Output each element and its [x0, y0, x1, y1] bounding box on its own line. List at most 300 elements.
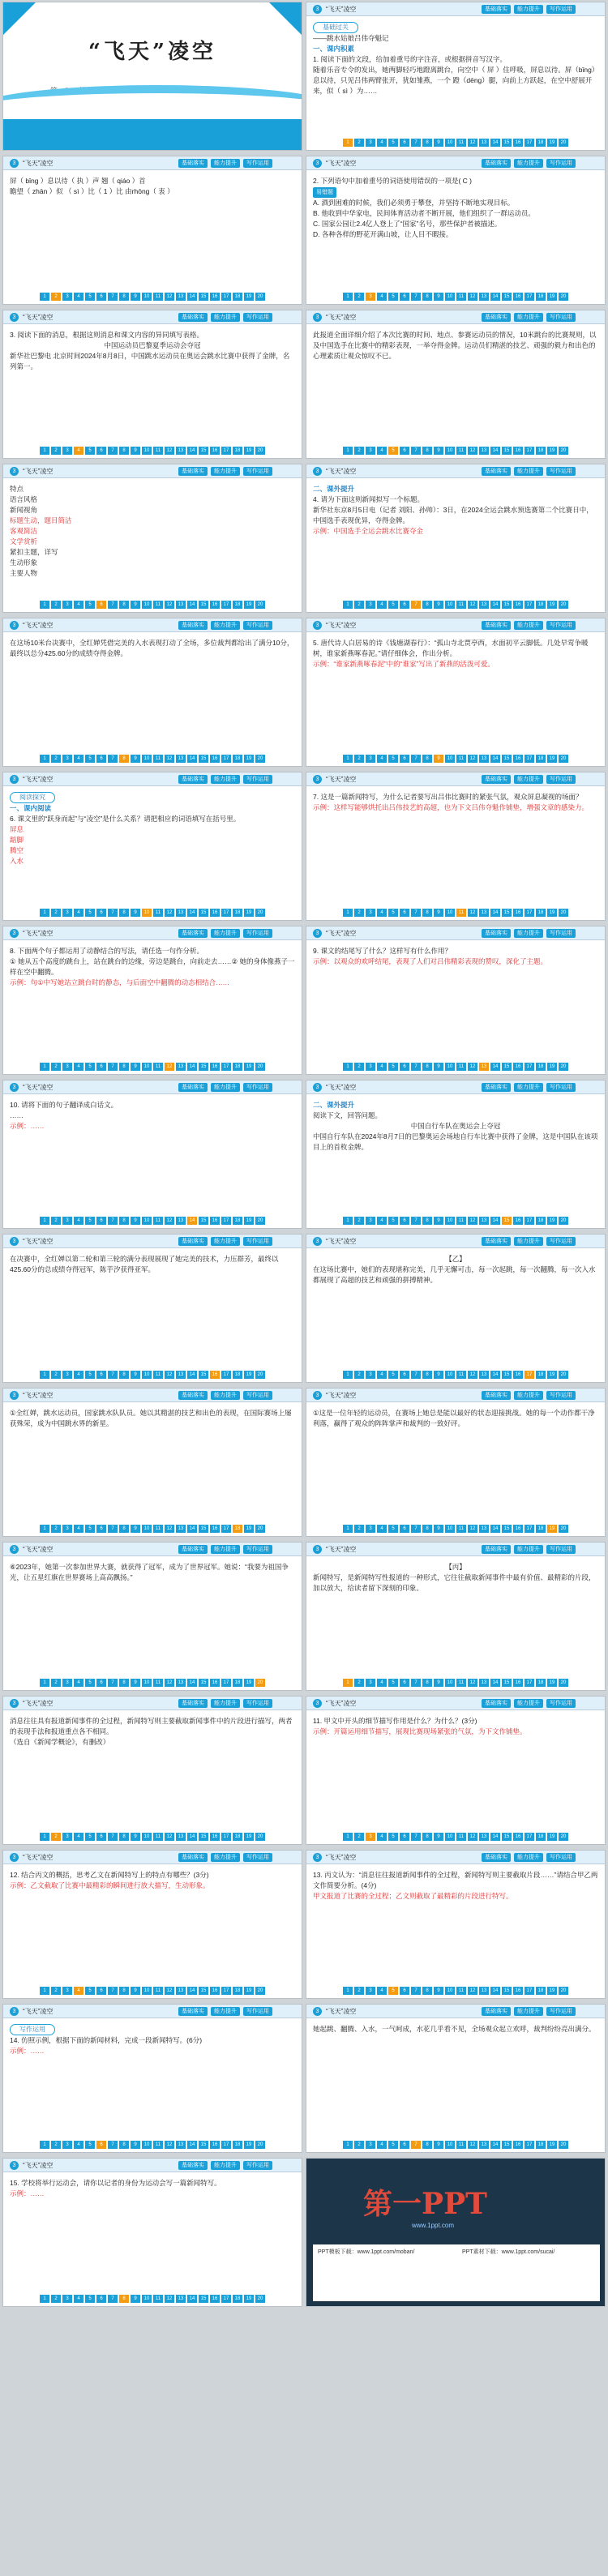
page-nav-button[interactable]: 18 — [233, 755, 242, 763]
page-nav-button[interactable]: 15 — [502, 139, 512, 147]
page-nav-button[interactable]: 9 — [131, 1833, 140, 1841]
page-nav-button[interactable]: 8 — [422, 1371, 432, 1379]
page-nav-button[interactable]: 13 — [176, 909, 186, 917]
improve-button[interactable]: 能力提升 — [514, 467, 543, 476]
slide-title[interactable] — [2, 2, 302, 151]
page-nav-button[interactable]: 19 — [244, 1987, 254, 1995]
page-nav-button[interactable]: 11 — [153, 1217, 163, 1225]
page-nav-button[interactable]: 17 — [525, 1217, 534, 1225]
page-nav-button[interactable]: 10 — [445, 601, 455, 609]
page-nav-button[interactable]: 1 — [40, 1833, 49, 1841]
page-nav-button[interactable]: 1 — [40, 1371, 49, 1379]
page-nav-button[interactable]: 2 — [51, 447, 61, 455]
page-nav-button[interactable]: 14 — [187, 1833, 197, 1841]
page-nav-button[interactable]: 16 — [513, 1833, 523, 1841]
page-nav-button[interactable]: 17 — [221, 1063, 231, 1071]
page-nav-button[interactable]: 15 — [502, 1063, 512, 1071]
page-nav-button[interactable]: 13 — [176, 293, 186, 301]
page-nav-button[interactable]: 4 — [377, 1217, 387, 1225]
page-nav-button[interactable]: 16 — [513, 1525, 523, 1533]
page-nav-button[interactable]: 16 — [210, 293, 220, 301]
slide-s4[interactable] — [306, 156, 606, 305]
page-nav-button[interactable]: 4 — [377, 601, 387, 609]
page-nav-button[interactable]: 14 — [187, 2141, 197, 2149]
page-nav-button[interactable]: 7 — [411, 1063, 421, 1071]
page-nav-button[interactable]: 12 — [468, 601, 477, 609]
page-nav-button[interactable]: 5 — [85, 1833, 95, 1841]
page-nav-button[interactable]: 16 — [513, 1371, 523, 1379]
page-nav-button[interactable]: 1 — [40, 755, 49, 763]
page-nav-button[interactable]: 4 — [377, 755, 387, 763]
page-nav-button[interactable]: 19 — [244, 1371, 254, 1379]
page-nav-button[interactable]: 10 — [445, 755, 455, 763]
slide-s13[interactable] — [2, 926, 302, 1075]
page-nav-button[interactable]: 2 — [51, 909, 61, 917]
page-nav-button[interactable]: 5 — [85, 2295, 95, 2303]
page-nav-button[interactable]: 16 — [210, 755, 220, 763]
page-nav-button[interactable]: 4 — [377, 909, 387, 917]
page-nav-button[interactable]: 14 — [490, 293, 500, 301]
page-nav-button[interactable]: 11 — [153, 2141, 163, 2149]
page-nav-button[interactable]: 1 — [343, 293, 353, 301]
page-nav-button[interactable]: 10 — [142, 1371, 152, 1379]
basics-button[interactable]: 基础落实 — [178, 2007, 208, 2016]
slide-s22[interactable] — [306, 1542, 606, 1691]
basics-button[interactable]: 基础落实 — [178, 1391, 208, 1400]
writing-button[interactable]: 写作运用 — [243, 2007, 272, 2016]
page-nav-button[interactable]: 14 — [187, 909, 197, 917]
page-nav-button[interactable]: 8 — [119, 1525, 129, 1533]
page-nav-button[interactable]: 20 — [255, 1217, 265, 1225]
page-nav-button[interactable]: 17 — [221, 1987, 231, 1995]
page-nav-button[interactable]: 13 — [479, 909, 489, 917]
basics-button[interactable]: 基础落实 — [178, 159, 208, 168]
page-nav-button[interactable]: 6 — [96, 293, 106, 301]
page-nav-button[interactable]: 17 — [525, 1833, 534, 1841]
page-nav-button[interactable]: 20 — [255, 755, 265, 763]
basics-button[interactable]: 基础落实 — [482, 1699, 511, 1708]
page-nav-button[interactable]: 3 — [366, 1217, 375, 1225]
page-nav-button[interactable]: 9 — [434, 601, 443, 609]
page-nav-button[interactable]: 18 — [536, 909, 546, 917]
page-nav-button[interactable]: 5 — [85, 1525, 95, 1533]
page-nav-button[interactable]: 13 — [176, 1679, 186, 1687]
page-nav-button[interactable]: 15 — [199, 1833, 208, 1841]
page-nav-button[interactable]: 8 — [119, 755, 129, 763]
page-nav-button[interactable]: 8 — [422, 1679, 432, 1687]
page-nav-button[interactable]: 4 — [74, 1987, 83, 1995]
page-nav-button[interactable]: 19 — [547, 1525, 557, 1533]
basics-button[interactable]: 基础落实 — [178, 1853, 208, 1862]
page-nav-button[interactable]: 9 — [434, 1833, 443, 1841]
page-nav-button[interactable]: 19 — [244, 755, 254, 763]
page-nav-button[interactable]: 10 — [142, 1063, 152, 1071]
page-nav-button[interactable]: 11 — [153, 2295, 163, 2303]
page-nav-button[interactable]: 12 — [165, 1217, 174, 1225]
page-nav-button[interactable]: 9 — [131, 1063, 140, 1071]
page-nav-button[interactable]: 17 — [221, 755, 231, 763]
page-nav-button[interactable]: 2 — [51, 601, 61, 609]
page-nav-button[interactable]: 9 — [434, 909, 443, 917]
page-nav-button[interactable]: 14 — [490, 447, 500, 455]
page-nav-button[interactable]: 5 — [388, 2141, 398, 2149]
page-nav-button[interactable]: 8 — [119, 601, 129, 609]
improve-button[interactable]: 能力提升 — [211, 467, 240, 476]
page-nav-button[interactable]: 16 — [210, 601, 220, 609]
page-nav-button[interactable]: 15 — [199, 755, 208, 763]
page-nav-button[interactable]: 1 — [343, 1987, 353, 1995]
page-nav-button[interactable]: 14 — [490, 1371, 500, 1379]
page-nav-button[interactable]: 10 — [445, 1679, 455, 1687]
page-nav-button[interactable]: 18 — [536, 293, 546, 301]
page-nav-button[interactable]: 10 — [142, 2295, 152, 2303]
improve-button[interactable]: 能力提升 — [514, 1699, 543, 1708]
page-nav-button[interactable]: 20 — [559, 293, 568, 301]
page-nav-button[interactable]: 11 — [153, 601, 163, 609]
page-nav-button[interactable]: 8 — [119, 447, 129, 455]
page-nav-button[interactable]: 13 — [479, 2141, 489, 2149]
writing-button[interactable]: 写作运用 — [546, 1545, 576, 1554]
page-nav-button[interactable]: 20 — [255, 601, 265, 609]
page-nav-button[interactable]: 9 — [131, 1987, 140, 1995]
page-nav-button[interactable]: 1 — [343, 139, 353, 147]
page-nav-button[interactable]: 3 — [366, 1525, 375, 1533]
page-nav-button[interactable]: 7 — [411, 1987, 421, 1995]
page-nav-button[interactable]: 17 — [221, 2295, 231, 2303]
download-link-template[interactable]: PPT模板下载：www.1ppt.com/moban/ — [318, 2249, 415, 2255]
slide-s18[interactable] — [306, 1234, 606, 1383]
page-nav-button[interactable]: 19 — [547, 909, 557, 917]
page-nav-button[interactable]: 10 — [142, 1679, 152, 1687]
page-nav-button[interactable]: 7 — [108, 1679, 118, 1687]
page-nav-button[interactable]: 17 — [221, 293, 231, 301]
page-nav-button[interactable]: 15 — [502, 1679, 512, 1687]
page-nav-button[interactable]: 20 — [559, 1987, 568, 1995]
writing-button[interactable]: 写作运用 — [546, 313, 576, 322]
basics-button[interactable]: 基础落实 — [482, 621, 511, 630]
page-nav-button[interactable]: 9 — [434, 755, 443, 763]
page-nav-button[interactable]: 4 — [377, 2141, 387, 2149]
page-nav-button[interactable]: 15 — [502, 755, 512, 763]
page-nav-button[interactable]: 2 — [354, 1525, 364, 1533]
basics-button[interactable]: 基础落实 — [482, 1853, 511, 1862]
page-nav-button[interactable]: 4 — [74, 447, 83, 455]
slide-s20[interactable] — [306, 1388, 606, 1537]
page-nav-button[interactable]: 8 — [119, 1679, 129, 1687]
page-nav-button[interactable]: 19 — [547, 2141, 557, 2149]
improve-button[interactable]: 能力提升 — [211, 621, 240, 630]
brand-site[interactable]: www.1ppt.com — [412, 2222, 455, 2229]
page-nav-button[interactable]: 17 — [525, 601, 534, 609]
page-nav-button[interactable]: 3 — [366, 2141, 375, 2149]
page-nav-button[interactable]: 2 — [51, 2295, 61, 2303]
improve-button[interactable]: 能力提升 — [514, 1083, 543, 1092]
page-nav-button[interactable]: 3 — [62, 1679, 72, 1687]
page-nav-button[interactable]: 15 — [199, 1063, 208, 1071]
page-nav-button[interactable]: 6 — [96, 1987, 106, 1995]
page-nav-button[interactable]: 7 — [411, 909, 421, 917]
page-nav-button[interactable]: 14 — [490, 1217, 500, 1225]
page-nav-button[interactable]: 4 — [74, 755, 83, 763]
improve-button[interactable]: 能力提升 — [211, 929, 240, 938]
basics-button[interactable]: 基础落实 — [178, 775, 208, 784]
page-nav-button[interactable]: 5 — [85, 1987, 95, 1995]
page-nav-button[interactable]: 13 — [479, 293, 489, 301]
page-nav-button[interactable]: 5 — [388, 1371, 398, 1379]
page-nav-button[interactable]: 6 — [400, 909, 409, 917]
page-nav-button[interactable]: 16 — [513, 1217, 523, 1225]
page-nav-button[interactable]: 9 — [131, 2141, 140, 2149]
page-nav-button[interactable]: 9 — [434, 293, 443, 301]
page-nav-button[interactable]: 8 — [422, 601, 432, 609]
improve-button[interactable]: 能力提升 — [211, 2007, 240, 2016]
page-nav-button[interactable]: 10 — [142, 909, 152, 917]
page-nav-button[interactable]: 11 — [456, 2141, 466, 2149]
improve-button[interactable]: 能力提升 — [211, 1391, 240, 1400]
page-nav-button[interactable]: 9 — [131, 2295, 140, 2303]
page-nav-button[interactable]: 9 — [131, 909, 140, 917]
page-nav-button[interactable]: 20 — [559, 139, 568, 147]
page-nav-button[interactable]: 10 — [142, 1833, 152, 1841]
slide-s8[interactable] — [306, 464, 606, 613]
page-nav-button[interactable]: 12 — [165, 1063, 174, 1071]
page-nav-button[interactable]: 1 — [40, 2295, 49, 2303]
slide-s24[interactable] — [306, 1696, 606, 1845]
page-nav-button[interactable]: 16 — [513, 601, 523, 609]
page-nav-button[interactable]: 11 — [456, 293, 466, 301]
page-nav-button[interactable]: 5 — [388, 293, 398, 301]
page-nav-button[interactable]: 12 — [165, 1833, 174, 1841]
page-nav-button[interactable]: 1 — [343, 1217, 353, 1225]
page-nav-button[interactable]: 20 — [559, 1833, 568, 1841]
page-nav-button[interactable]: 19 — [244, 447, 254, 455]
page-nav-button[interactable]: 4 — [74, 293, 83, 301]
page-nav-button[interactable]: 16 — [513, 447, 523, 455]
page-nav-button[interactable]: 20 — [559, 601, 568, 609]
slide-s29[interactable] — [2, 2158, 302, 2307]
page-nav-button[interactable]: 9 — [434, 1987, 443, 1995]
page-nav-button[interactable]: 2 — [51, 1525, 61, 1533]
page-nav-button[interactable]: 4 — [74, 2141, 83, 2149]
page-nav-button[interactable]: 12 — [165, 447, 174, 455]
page-nav-button[interactable]: 7 — [108, 1987, 118, 1995]
page-nav-button[interactable]: 13 — [479, 1217, 489, 1225]
page-nav-button[interactable]: 8 — [422, 1833, 432, 1841]
page-nav-button[interactable]: 10 — [445, 1987, 455, 1995]
page-nav-button[interactable]: 9 — [131, 755, 140, 763]
slide-s25[interactable] — [2, 1850, 302, 1999]
page-nav-button[interactable]: 10 — [445, 1833, 455, 1841]
page-nav-button[interactable]: 6 — [400, 755, 409, 763]
page-nav-button[interactable]: 17 — [525, 755, 534, 763]
page-nav-button[interactable]: 11 — [153, 293, 163, 301]
page-nav-button[interactable]: 3 — [62, 601, 72, 609]
page-nav-button[interactable]: 12 — [468, 1217, 477, 1225]
page-nav-button[interactable]: 12 — [165, 2141, 174, 2149]
page-nav-button[interactable]: 13 — [479, 1371, 489, 1379]
page-nav-button[interactable]: 19 — [244, 1679, 254, 1687]
page-nav-button[interactable]: 8 — [119, 909, 129, 917]
page-nav-button[interactable]: 16 — [210, 2295, 220, 2303]
page-nav-button[interactable]: 5 — [388, 909, 398, 917]
page-nav-button[interactable]: 13 — [176, 447, 186, 455]
slide-s26[interactable] — [306, 1850, 606, 1999]
page-nav-button[interactable]: 6 — [400, 1371, 409, 1379]
page-nav-button[interactable]: 16 — [210, 1371, 220, 1379]
basics-button[interactable]: 基础落实 — [178, 929, 208, 938]
page-nav-button[interactable]: 7 — [108, 1063, 118, 1071]
page-nav-button[interactable]: 14 — [490, 1063, 500, 1071]
page-nav-button[interactable]: 8 — [119, 1217, 129, 1225]
page-nav-button[interactable]: 9 — [131, 1371, 140, 1379]
page-nav-button[interactable]: 3 — [366, 909, 375, 917]
page-nav-button[interactable]: 7 — [108, 447, 118, 455]
page-nav-button[interactable]: 6 — [96, 601, 106, 609]
page-nav-button[interactable]: 10 — [445, 293, 455, 301]
page-nav-button[interactable]: 20 — [255, 1371, 265, 1379]
page-nav-button[interactable]: 19 — [244, 293, 254, 301]
page-nav-button[interactable]: 14 — [187, 2295, 197, 2303]
page-nav-button[interactable]: 11 — [456, 1063, 466, 1071]
page-nav-button[interactable]: 14 — [187, 1679, 197, 1687]
writing-button[interactable]: 写作运用 — [243, 1699, 272, 1708]
page-nav-button[interactable]: 4 — [74, 1371, 83, 1379]
page-nav-button[interactable]: 12 — [468, 1371, 477, 1379]
basics-button[interactable]: 基础落实 — [482, 1391, 511, 1400]
page-nav-button[interactable]: 18 — [536, 1371, 546, 1379]
page-nav-button[interactable]: 2 — [51, 755, 61, 763]
basics-button[interactable]: 基础落实 — [482, 467, 511, 476]
page-nav-button[interactable]: 15 — [502, 447, 512, 455]
page-nav-button[interactable]: 9 — [434, 139, 443, 147]
page-nav-button[interactable]: 7 — [411, 447, 421, 455]
page-nav-button[interactable]: 7 — [108, 1371, 118, 1379]
page-nav-button[interactable]: 20 — [255, 1525, 265, 1533]
page-nav-button[interactable]: 6 — [96, 1217, 106, 1225]
page-nav-button[interactable]: 19 — [244, 1063, 254, 1071]
page-nav-button[interactable]: 11 — [456, 1833, 466, 1841]
page-nav-button[interactable]: 15 — [199, 1679, 208, 1687]
slide-end[interactable] — [306, 2158, 606, 2307]
page-nav-button[interactable]: 11 — [456, 909, 466, 917]
page-nav-button[interactable]: 17 — [525, 1063, 534, 1071]
basics-button[interactable]: 基础落实 — [482, 775, 511, 784]
page-nav-button[interactable]: 11 — [153, 1987, 163, 1995]
improve-button[interactable]: 能力提升 — [514, 621, 543, 630]
page-nav-button[interactable]: 2 — [51, 1679, 61, 1687]
page-nav-button[interactable]: 11 — [153, 447, 163, 455]
page-nav-button[interactable]: 1 — [343, 1371, 353, 1379]
page-nav-button[interactable]: 10 — [445, 1371, 455, 1379]
page-nav-button[interactable]: 5 — [85, 909, 95, 917]
page-nav-button[interactable]: 14 — [490, 601, 500, 609]
page-nav-button[interactable]: 17 — [221, 1679, 231, 1687]
improve-button[interactable]: 能力提升 — [211, 2161, 240, 2170]
page-nav-button[interactable]: 14 — [490, 909, 500, 917]
page-nav-button[interactable]: 13 — [479, 1679, 489, 1687]
page-nav-button[interactable]: 19 — [244, 601, 254, 609]
page-nav-button[interactable]: 19 — [244, 1833, 254, 1841]
page-nav-button[interactable]: 15 — [502, 1833, 512, 1841]
page-nav-button[interactable]: 13 — [176, 1525, 186, 1533]
page-nav-button[interactable]: 12 — [468, 2141, 477, 2149]
page-nav-button[interactable]: 14 — [187, 447, 197, 455]
page-nav-button[interactable]: 13 — [176, 2295, 186, 2303]
page-nav-button[interactable]: 14 — [187, 755, 197, 763]
page-nav-button[interactable]: 17 — [525, 1371, 534, 1379]
writing-button[interactable]: 写作运用 — [243, 2161, 272, 2170]
page-nav-button[interactable]: 16 — [513, 293, 523, 301]
page-nav-button[interactable]: 3 — [366, 447, 375, 455]
page-nav-button[interactable]: 1 — [40, 909, 49, 917]
page-nav-button[interactable]: 9 — [131, 1217, 140, 1225]
page-nav-button[interactable]: 13 — [176, 601, 186, 609]
page-nav-button[interactable]: 3 — [62, 1371, 72, 1379]
page-nav-button[interactable]: 19 — [547, 755, 557, 763]
page-nav-button[interactable]: 6 — [96, 909, 106, 917]
page-nav-button[interactable]: 20 — [559, 2141, 568, 2149]
page-nav-button[interactable]: 20 — [559, 1063, 568, 1071]
page-nav-button[interactable]: 18 — [536, 1833, 546, 1841]
page-nav-button[interactable]: 2 — [354, 447, 364, 455]
page-nav-button[interactable]: 5 — [388, 601, 398, 609]
page-nav-button[interactable]: 18 — [233, 1063, 242, 1071]
improve-button[interactable]: 能力提升 — [211, 775, 240, 784]
page-nav-button[interactable]: 8 — [119, 1371, 129, 1379]
page-nav-button[interactable]: 1 — [343, 1525, 353, 1533]
page-nav-button[interactable]: 1 — [343, 447, 353, 455]
page-nav-button[interactable]: 12 — [165, 293, 174, 301]
page-nav-button[interactable]: 14 — [187, 601, 197, 609]
slide-s10[interactable] — [306, 618, 606, 767]
basics-button[interactable]: 基础落实 — [482, 1237, 511, 1246]
writing-button[interactable]: 写作运用 — [243, 621, 272, 630]
writing-button[interactable]: 写作运用 — [546, 467, 576, 476]
slide-s14[interactable] — [306, 926, 606, 1075]
page-nav-button[interactable]: 8 — [422, 2141, 432, 2149]
page-nav-button[interactable]: 1 — [343, 1833, 353, 1841]
page-nav-button[interactable]: 16 — [513, 1063, 523, 1071]
page-nav-button[interactable]: 8 — [119, 2141, 129, 2149]
page-nav-button[interactable]: 14 — [490, 2141, 500, 2149]
page-nav-button[interactable]: 15 — [199, 1525, 208, 1533]
improve-button[interactable]: 能力提升 — [211, 313, 240, 322]
page-nav-button[interactable]: 3 — [62, 1063, 72, 1071]
page-nav-button[interactable]: 2 — [51, 1833, 61, 1841]
page-nav-button[interactable]: 15 — [199, 1987, 208, 1995]
page-nav-button[interactable]: 18 — [233, 2295, 242, 2303]
improve-button[interactable]: 能力提升 — [514, 1237, 543, 1246]
page-nav-button[interactable]: 4 — [377, 293, 387, 301]
writing-button[interactable]: 写作运用 — [546, 5, 576, 14]
page-nav-button[interactable]: 13 — [176, 1833, 186, 1841]
page-nav-button[interactable]: 5 — [85, 447, 95, 455]
writing-button[interactable]: 写作运用 — [546, 159, 576, 168]
page-nav-button[interactable]: 13 — [176, 1987, 186, 1995]
page-nav-button[interactable]: 6 — [400, 1987, 409, 1995]
page-nav-button[interactable]: 1 — [343, 2141, 353, 2149]
page-nav-button[interactable]: 9 — [131, 1525, 140, 1533]
page-nav-button[interactable]: 16 — [210, 1679, 220, 1687]
page-nav-button[interactable]: 7 — [108, 1525, 118, 1533]
page-nav-button[interactable]: 9 — [434, 2141, 443, 2149]
page-nav-button[interactable]: 10 — [142, 601, 152, 609]
page-nav-button[interactable]: 3 — [366, 755, 375, 763]
page-nav-button[interactable]: 1 — [40, 1525, 49, 1533]
page-nav-button[interactable]: 1 — [40, 1987, 49, 1995]
page-nav-button[interactable]: 15 — [502, 2141, 512, 2149]
page-nav-button[interactable]: 7 — [108, 601, 118, 609]
